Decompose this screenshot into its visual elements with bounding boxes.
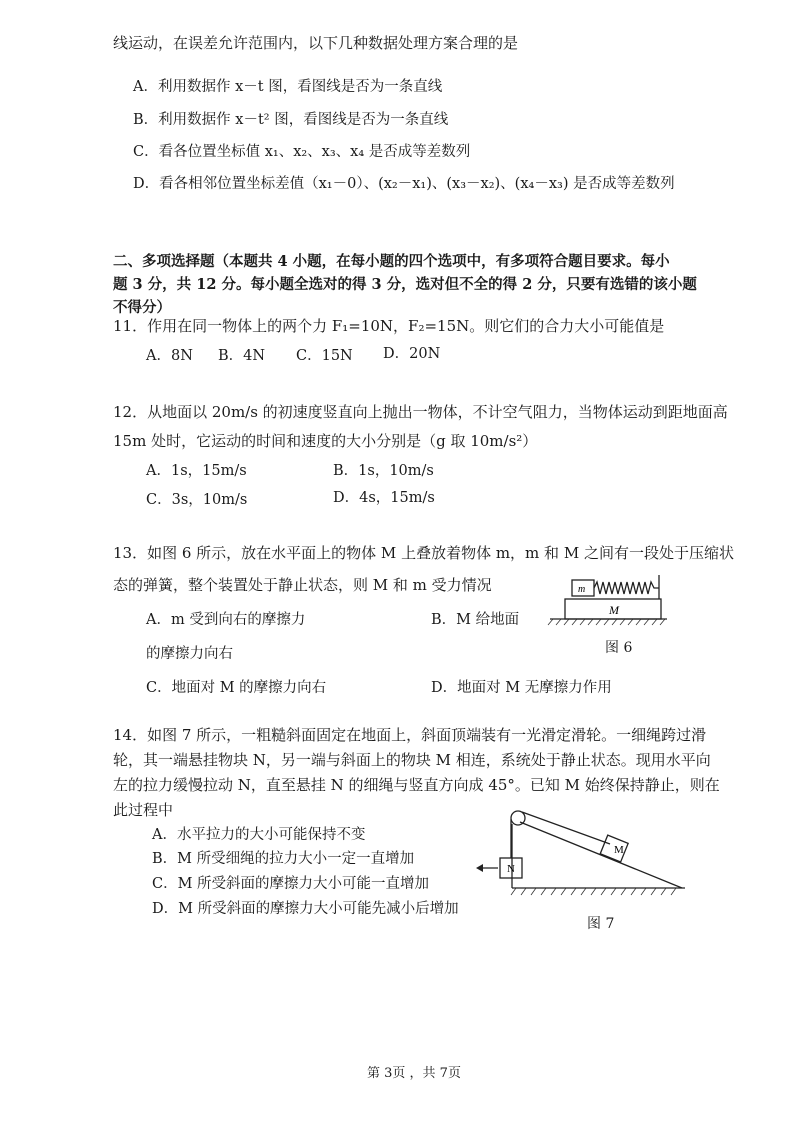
- fig7-pulley: [511, 811, 525, 825]
- section2-heading-line3: 不得分）: [113, 299, 171, 316]
- q12-option-b: B．1s，10m/s: [333, 463, 434, 479]
- q12-stem-line2: 15m 处时，它运动的时间和速度的大小分别是（g 取 10m/s²）: [113, 432, 538, 450]
- q10-option-a: A．利用数据作 x－t 图，看图线是否为一条直线: [133, 79, 443, 95]
- q13-option-c: C．地面对 M 的摩擦力向右: [146, 680, 327, 696]
- fig6-label-m: m: [578, 584, 586, 595]
- q10-option-c: C．看各位置坐标值 x₁、x₂、x₃、x₄ 是否成等差数列: [133, 144, 471, 160]
- q13-stem-line1: 13．如图 6 所示，放在水平面上的物体 M 上叠放着物体 m，m 和 M 之间有一段处于压缩状: [113, 544, 734, 562]
- fig6-spring: [594, 582, 659, 594]
- q14-stem-line2: 轮，其一端悬挂物块 N，另一端与斜面上的物块 M 相连，系统处于静止状态。现用水平向: [113, 751, 711, 769]
- fig7-label-N: N: [507, 863, 515, 875]
- q14-option-a: A．水平拉力的大小可能保持不变: [152, 827, 366, 843]
- fig7-caption: 图 7: [587, 916, 615, 932]
- q11-option-a: A．8N: [146, 348, 193, 364]
- q12-option-c: C．3s，10m/s: [146, 492, 248, 508]
- q14-stem-line1: 14．如图 7 所示，一粗糙斜面固定在地面上，斜面顶端装有一光滑定滑轮。一细绳跨过滑: [113, 726, 707, 744]
- section2-heading-line1: 二、多项选择题（本题共 4 小题，在每小题的四个选项中，有多项符合题目要求。每小: [113, 253, 670, 270]
- q14-option-d: D．M 所受斜面的摩擦力大小可能先减小后增加: [152, 901, 459, 917]
- fig6-ground-hatch: [548, 619, 665, 625]
- fig7-ground-hatch: [511, 888, 676, 895]
- q14-stem-line4: 此过程中: [113, 801, 174, 819]
- q10-option-b: B．利用数据作 x－t² 图，看图线是否为一条直线: [133, 112, 449, 128]
- page-number: 第 3页 ，共 7页: [367, 1066, 461, 1081]
- q14-stem-line3: 左的拉力缓慢拉动 N，直至悬挂 N 的细绳与竖直方向成 45°。已知 M 始终保持静止，则在: [113, 776, 720, 794]
- q10-option-d: D．看各相邻位置坐标差值（x₁－0）、(x₂－x₁)、(x₃－x₂)、(x₄－x₃) 是否成等差数列: [133, 176, 675, 192]
- fig7-incline-surface: [520, 822, 682, 888]
- q14-option-b: B．M 所受细绳的拉力大小一定一直增加: [152, 851, 415, 867]
- q11-stem: 11．作用在同一物体上的两个力 F₁=10N，F₂=15N。则它们的合力大小可能值是: [113, 317, 665, 335]
- q11-option-b: B．4N: [218, 348, 266, 364]
- q12-option-d: D．4s，15m/s: [333, 490, 435, 506]
- q10-stem-tail: 线运动，在误差允许范围内，以下几种数据处理方案合理的是: [113, 34, 519, 52]
- figure-6: [545, 570, 670, 632]
- q13-option-a: A．m 受到向右的摩擦力: [146, 612, 306, 628]
- q11-option-c: C．15N: [296, 348, 353, 364]
- section2-heading-line2: 题 3 分，共 12 分。每小题全选对的得 3 分，选对但不全的得 2 分，只要有选错的该小题: [113, 276, 697, 293]
- q12-option-a: A．1s，15m/s: [146, 463, 247, 479]
- q11-option-d: D．20N: [383, 346, 441, 362]
- q14-option-c: C．M 所受斜面的摩擦力大小可能一直增加: [152, 876, 430, 892]
- q13-option-b: B．M 给地面: [431, 612, 520, 628]
- fig7-label-M: M: [614, 844, 624, 856]
- q13-option-b-continued: 的摩擦力向右: [146, 646, 233, 662]
- figure-7: [470, 800, 695, 910]
- q12-stem-line1: 12．从地面以 20m/s 的初速度竖直向上抛出一物体，不计空气阻力，当物体运动到距地面高: [113, 403, 728, 421]
- fig6-caption: 图 6: [605, 640, 633, 656]
- fig6-label-M: M: [609, 603, 619, 617]
- q13-option-d: D．地面对 M 无摩擦力作用: [431, 680, 612, 696]
- q13-stem-line2: 态的弹簧，整个装置处于静止状态，则 M 和 m 受力情况: [113, 576, 492, 594]
- fig7-arrow-head: [476, 864, 483, 872]
